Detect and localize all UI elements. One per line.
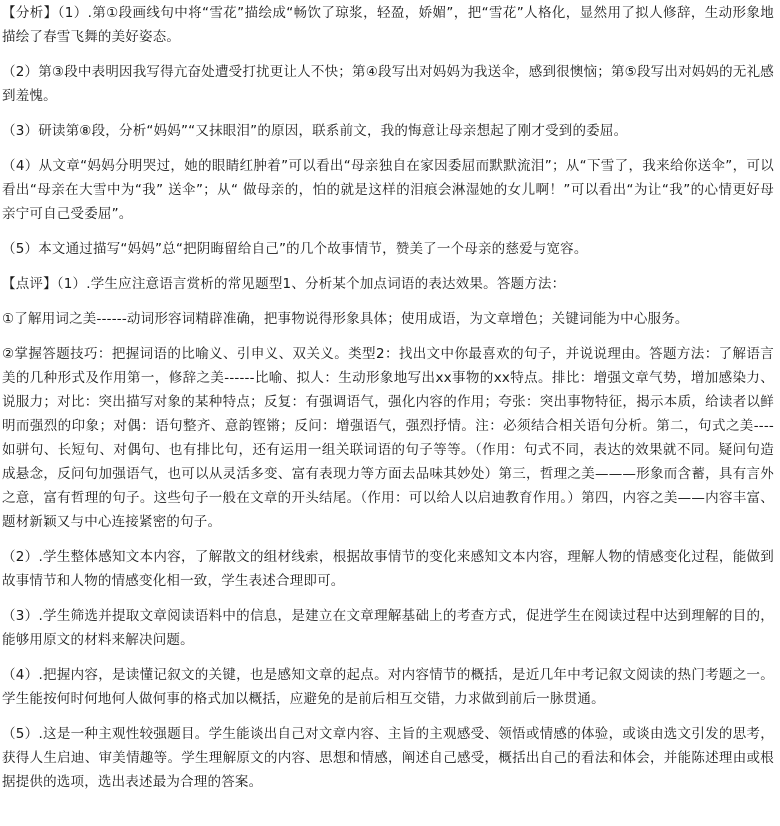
comment-paragraph-2: （2）.学生整体感知文本内容，了解散文的组材线索，根据故事情节的变化来感知文本内容，理解人物的情感变化过程，能做到故事情节和人物的情感变化相一致，学生表述合理即可。 <box>2 549 774 589</box>
analysis-paragraph-4: （4）从文章“妈妈分明哭过，她的眼睛红肿着”可以看出“母亲独自在家因委屈而默默流泪”；从“下雪了，我来给你送伞”，可以看出“母亲在大雪中为“我” 送伞”；从“ 做母亲的，怕的就是这样的泪痕会淋湿她的女儿啊！”可以看出“为让“我”的心情更好母亲宁可自己受委屈”。 <box>2 158 774 222</box>
comment-paragraph-word-beauty: ①了解用词之美------动词形容词精辟准确，把事物说得形象具体；使用成语，为文章增色；关键词能为中心服务。 <box>2 311 689 327</box>
comment-paragraph-techniques: ②掌握答题技巧：把握词语的比喻义、引申义、双关义。类型2：找出文中你最喜欢的句子，并说说理由。答题方法：了解语言美的几种形式及作用第一，修辞之美------比喻、拟人：生动形象地写出xx事物的xx特点。排比：增强文章气势，增加感染力、说服力；对比：突出描写对象的某种特点；反复：有强调语气，强化内容的作用；夸张：突出事物特征，揭示本质，给读者以鲜明而强烈的印象；对偶：语句整齐、意韵铿锵；反问：增强语气，强烈抒情。注：必须结合相关语句分析。第二，句式之美----如骈句、长短句、对偶句、也有排比句，还有运用一组关联词语的句子等等。（作用：句式不同，表达的效果就不同。疑问句造成悬念，反问句加强语气，也可以从灵活多变、富有表现力等方面去品味其妙处）第三，哲理之美———形象而含蓄，具有言外之意，富有哲理的句子。这些句子一般在文章的开头结尾。（作用：可以给人以启迪教育作用。）第四，内容之美——内容丰富、题材新颖又与中心连接紧密的句子。 <box>2 346 774 530</box>
comment-paragraph-1: 【点评】（1）.学生应注意语言赏析的常见题型1、分析某个加点词语的表达效果。答题方法： <box>2 276 566 292</box>
analysis-paragraph-1: 【分析】（1）.第①段画线句中将“雪花”描绘成“畅饮了琼浆，轻盈，娇媚”，把“雪花”人格化，显然用了拟人修辞，生动形象地描绘了春雪飞舞的美好姿态。 <box>2 5 774 45</box>
analysis-paragraph-5: （5）本文通过描写“妈妈”总“把阴晦留给自己”的几个故事情节，赞美了一个母亲的慈爱与宽容。 <box>2 241 588 257</box>
comment-paragraph-5: （5）.这是一种主观性较强题目。学生能谈出自己对文章内容、主旨的主观感受、领悟或情感的体验，或谈由选文引发的思考，获得人生启迪、审美情趣等。学生理解原文的内容、思想和情感，阐述自己感受，概括出自己的看法和体会，并能陈述理由或根据提供的选项，选出表述最为合理的答案。 <box>2 726 774 790</box>
analysis-paragraph-2: （2）第③段中表明因我写得亢奋处遭受打扰更让人不快；第④段写出对妈妈为我送伞，感到很懊恼；第⑤段写出对妈妈的无礼感到羞愧。 <box>2 64 774 104</box>
comment-paragraph-3: （3）.学生筛选并提取文章阅读语料中的信息，是建立在文章理解基础上的考查方式，促进学生在阅读过程中达到理解的目的，能够用原文的材料来解决问题。 <box>2 608 774 648</box>
comment-paragraph-4: （4）.把握内容，是读懂记叙文的关键，也是感知文章的起点。对内容情节的概括，是近几年中考记叙文阅读的热门考题之一。学生能按何时何地何人做何事的格式加以概括，应避免的是前后相互交错，力求做到前后一脉贯通。 <box>2 667 774 707</box>
analysis-paragraph-3: （3）研读第⑧段，分析“妈妈”“又抹眼泪”的原因，联系前文，我的悔意让母亲想起了刚才受到的委屈。 <box>2 123 628 139</box>
